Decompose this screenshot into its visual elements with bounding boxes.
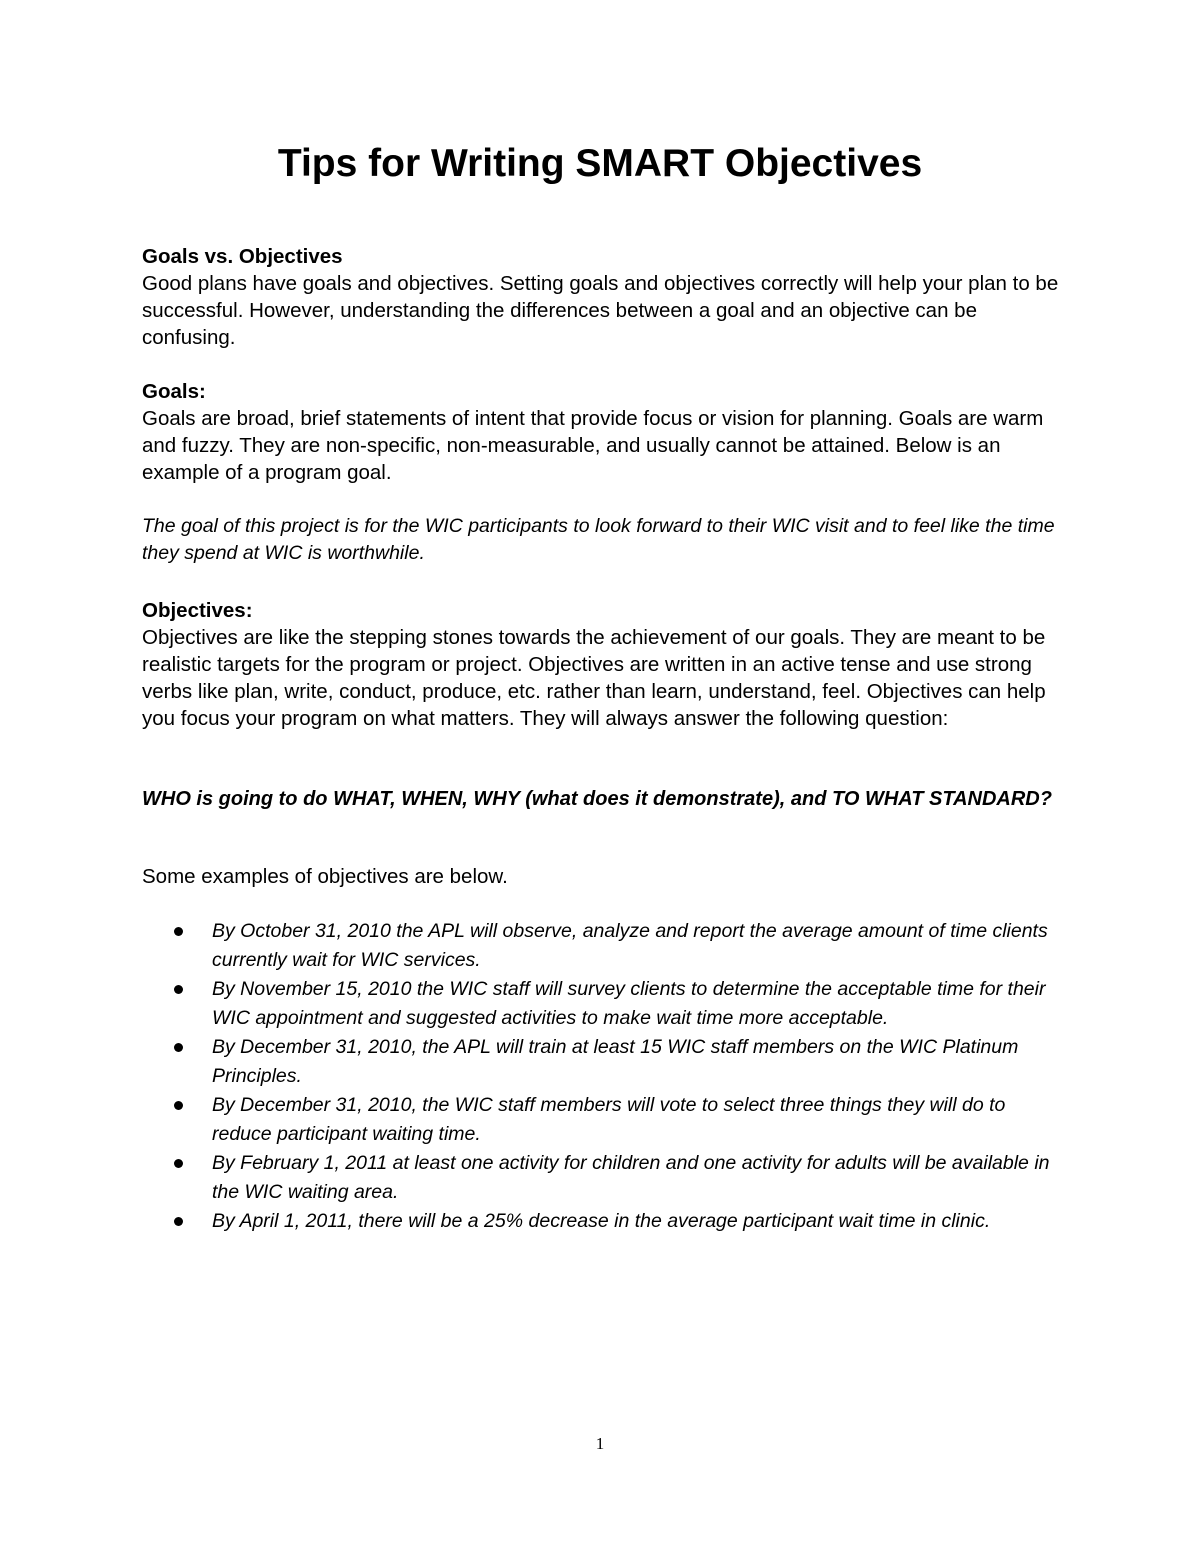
section-heading-goals-vs-objectives: Goals vs. Objectives <box>142 245 343 268</box>
list-item <box>170 1149 1070 1207</box>
section-heading-objectives: Objectives: <box>142 599 253 622</box>
bullet-icon <box>174 927 183 936</box>
section-goals-vs-objectives <box>142 243 1072 351</box>
section-body-goals-vs-objectives: Good plans have goals and objectives. Setting goals and objectives correctly will help your plan to be successful. However, understanding the differences between a goal and an objective can be confusing. <box>142 272 1059 349</box>
list-item-text: By November 15, 2010 the WIC staff will survey clients to determine the acceptable time for their WIC appointment and suggested activities to make wait time more acceptable. <box>212 978 1046 1029</box>
page-number: 1 <box>595 1434 605 1453</box>
list-item-text: By December 31, 2010, the APL will train at least 15 WIC staff members on the WIC Platinum Principles. <box>212 1036 1019 1087</box>
bullet-icon <box>174 1217 183 1226</box>
goal-example: The goal of this project is for the WIC participants to look forward to their WIC visit and to feel like the time they spend at WIC is worthwhile. <box>142 515 1055 564</box>
list-item-text: By February 1, 2011 at least one activity for children and one activity for adults will be available in the WIC waiting area. <box>212 1152 1050 1203</box>
page-title: Tips for Writing SMART Objectives <box>277 142 923 185</box>
list-item <box>170 1207 1070 1236</box>
list-item-text: By October 31, 2010 the APL will observe, analyze and report the average amount of time clients currently wait for WIC services. <box>212 920 1048 971</box>
objective-examples-intro: Some examples of objectives are below. <box>142 865 508 888</box>
section-goals <box>142 378 1072 486</box>
objective-question: WHO is going to do WHAT, WHEN, WHY (what does it demonstrate), and TO WHAT STANDARD? <box>142 788 1052 810</box>
section-heading-goals: Goals: <box>142 380 206 403</box>
section-body-objectives: Objectives are like the stepping stones towards the achievement of our goals. They are meant to be realistic targets for the program or project. Objectives are written in an active tense and use strong verbs like plan, write, conduct, produce, etc. rather than learn, understand, feel. Objectives can help you focus your program on what matters. They will always answer the following question: <box>142 626 1046 730</box>
section-body-goals: Goals are broad, brief statements of intent that provide focus or vision for planning. Goals are warm and fuzzy. They are non-specific, non-measurable, and usually cannot be attained. Below is an example of a program goal. <box>142 407 1044 484</box>
bullet-icon <box>174 1043 183 1052</box>
list-item <box>170 1091 1070 1149</box>
list-item <box>170 1033 1070 1091</box>
objective-examples-list <box>170 917 1070 1236</box>
list-item <box>170 975 1070 1033</box>
list-item-text: By December 31, 2010, the WIC staff members will vote to select three things they will do to reduce participant waiting time. <box>212 1094 1006 1145</box>
section-objectives <box>142 597 1072 732</box>
bullet-icon <box>174 985 183 994</box>
list-item <box>170 917 1070 975</box>
bullet-icon <box>174 1101 183 1110</box>
list-item-text: By April 1, 2011, there will be a 25% decrease in the average participant wait time in clinic. <box>212 1210 991 1232</box>
bullet-icon <box>174 1159 183 1168</box>
